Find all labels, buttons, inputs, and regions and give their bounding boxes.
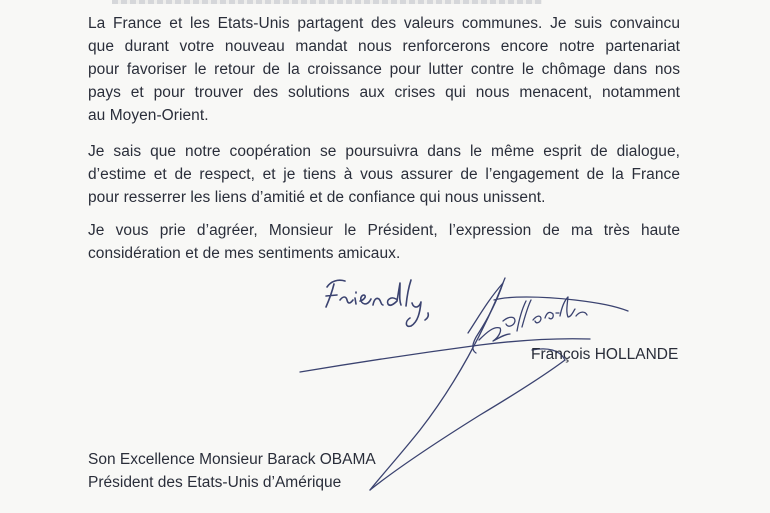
signer-name: François HOLLANDE — [531, 346, 679, 363]
paragraph-closing-formula — [88, 219, 680, 265]
paragraph-partnership — [88, 12, 680, 127]
text-line: Je sais que notre coopération se poursuivra dans le même esprit de dialogue, — [88, 143, 680, 160]
text-line: pour favoriser le retour de la croissance pour lutter contre le chômage dans nos — [88, 61, 680, 78]
text-line: au Moyen-Orient. — [88, 107, 209, 124]
text-line: d’estime et de respect, et je tiens à vous assurer de l’engagement de la France — [88, 166, 680, 183]
paragraph-cooperation — [88, 140, 680, 209]
text-line: La France et les Etats-Unis partagent des valeurs communes. Je suis convaincu — [88, 15, 680, 32]
handwritten-friendly-note — [326, 280, 428, 326]
recipient-block — [88, 448, 376, 494]
text-line: Je vous prie d’agréer, Monsieur le Président, l’expression de ma très haute — [88, 222, 680, 239]
text-line: considération et de mes sentiments amicaux. — [88, 245, 401, 262]
recipient-line: Président des Etats-Unis d’Amérique — [88, 474, 342, 491]
cropped-text-line — [112, 0, 542, 4]
text-line: que durant votre nouveau mandat nous renforcerons encore notre partenariat — [88, 38, 680, 55]
text-line: pays et pour trouver des solutions aux crises qui nous menacent, notamment — [88, 84, 680, 101]
recipient-line: Son Excellence Monsieur Barack OBAMA — [88, 451, 376, 468]
text-line: pour resserrer les liens d’amitié et de confiance qui nous unissent. — [88, 189, 546, 206]
